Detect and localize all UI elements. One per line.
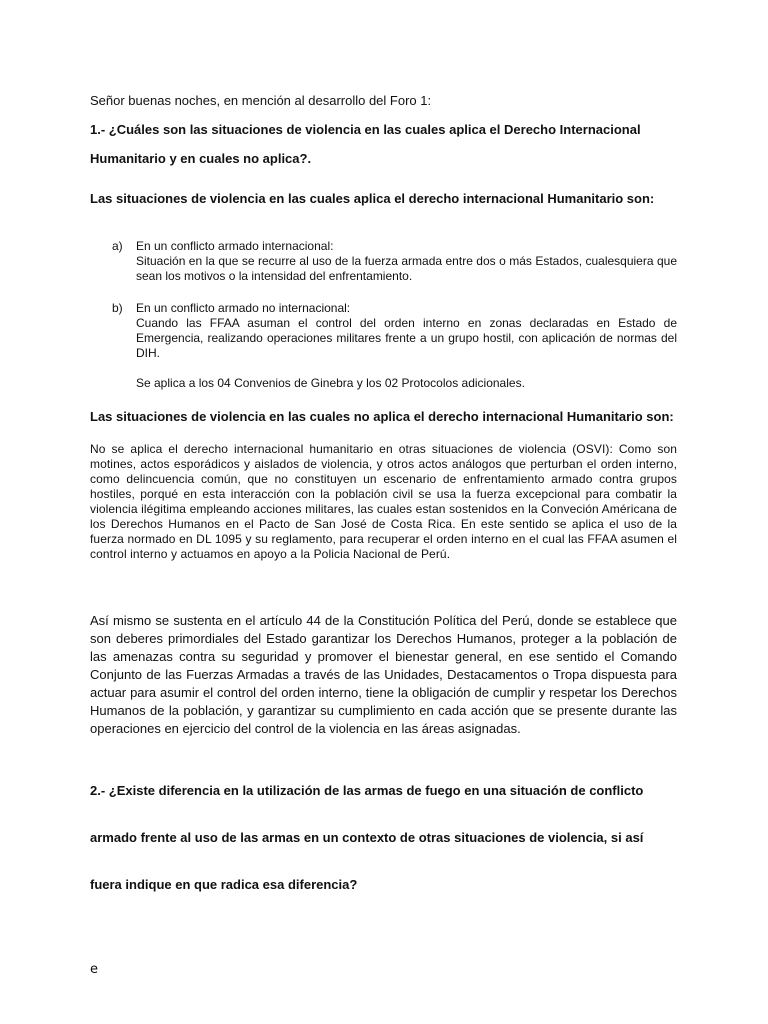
list-marker-b: b) — [112, 301, 123, 315]
list-item-a — [112, 239, 677, 289]
question-1-line-1: 1.- ¿Cuáles son las situaciones de violencia en las cuales aplica el Derecho Internacional — [90, 122, 641, 137]
constitution-paragraph: Así mismo se sustenta en el artículo 44 de la Constitución Política del Perú, donde se establece que son deberes primordiales del Estado garantizar los Derechos Humanos, proteger a la población de las amenazas contra su seguridad y promover el bienestar general, en ese sentido el Comando Conjunto de las Fuerzas Armadas a través de las Unidades, Destacamentos o Tropa dispuesta para actuar para asumir el control del orden interno, tiene la obligación de cumplir y respetar los Derechos Humanos de la población, y garantizar su cumplimiento en cada acción que se presente durante las operaciones en ejercicio del control de la violencia en las áreas asignadas. — [90, 613, 677, 736]
section-not-applies-heading: Las situaciones de violencia en las cuales no aplica el derecho internacional Humanitario son: — [90, 409, 674, 424]
question-2-part-1: 2.- ¿Existe diferencia en la utilización de las armas de fuego en una situación de conflicto — [90, 783, 644, 798]
list-title-a: En un conflicto armado internacional: — [136, 239, 334, 253]
question-2-part-2: armado frente al uso de las armas en un contexto de otras situaciones de violencia, si así — [90, 830, 644, 845]
footer-mark: e — [90, 962, 98, 977]
list-marker-a: a) — [112, 239, 123, 253]
list-note-b: Se aplica a los 04 Convenios de Ginebra y los 02 Protocolos adicionales. — [136, 376, 525, 390]
list-text-a: Situación en la que se recurre al uso de la fuerza armada entre dos o más Estados, cualesquiera que sean los motivos o la intensidad del enfrentamiento. — [136, 254, 677, 283]
section-applies-heading: Las situaciones de violencia en las cuales aplica el derecho internacional Humanitario son: — [90, 191, 655, 206]
list-content-b — [136, 301, 677, 391]
section-not-applies-text: No se aplica el derecho internacional humanitario en otras situaciones de violencia (OSVI): Como son motines, actos esporádicos y aislados de violencia, y otros actos análogos que perturban el orden interno, como delincuencia común, que no constituyen un escenario de enfrentamiento armado contra grupos hostiles, porqué en esta interacción con la población civil se usa la fuerza excepcional para combatir la violencia ilégitima empleando acciones militares, las cuales estan sostenidos en la Conveción Américana de los Derechos Humanos en el Pacto de San José de Costa Rica. En este sentido se aplica el uso de la fuerza normado en DL 1095 y su reglamento, para recuperar el orden interno en el cual las FFAA asumen el control interno y actuamos en apoyo a la Policia Nacional de Perú. — [90, 442, 677, 561]
list-text-b: Cuando las FFAA asuman el control del orden interno en zonas declaradas en Estado de Emergencia, realizando operaciones militares frente a un grupo hostil, con aplicación de normas del DIH. — [136, 316, 677, 360]
list-item-b — [112, 301, 677, 397]
question-2-part-3: fuera indique en que radica esa diferencia? — [90, 877, 358, 892]
greeting-text: Señor buenas noches, en mención al desarrollo del Foro 1: — [90, 93, 432, 108]
document-page — [90, 0, 677, 1024]
question-1-line-2: Humanitario y en cuales no aplica?. — [90, 151, 312, 166]
list-content-a — [136, 239, 677, 284]
list-title-b: En un conflicto armado no internacional: — [136, 301, 351, 315]
